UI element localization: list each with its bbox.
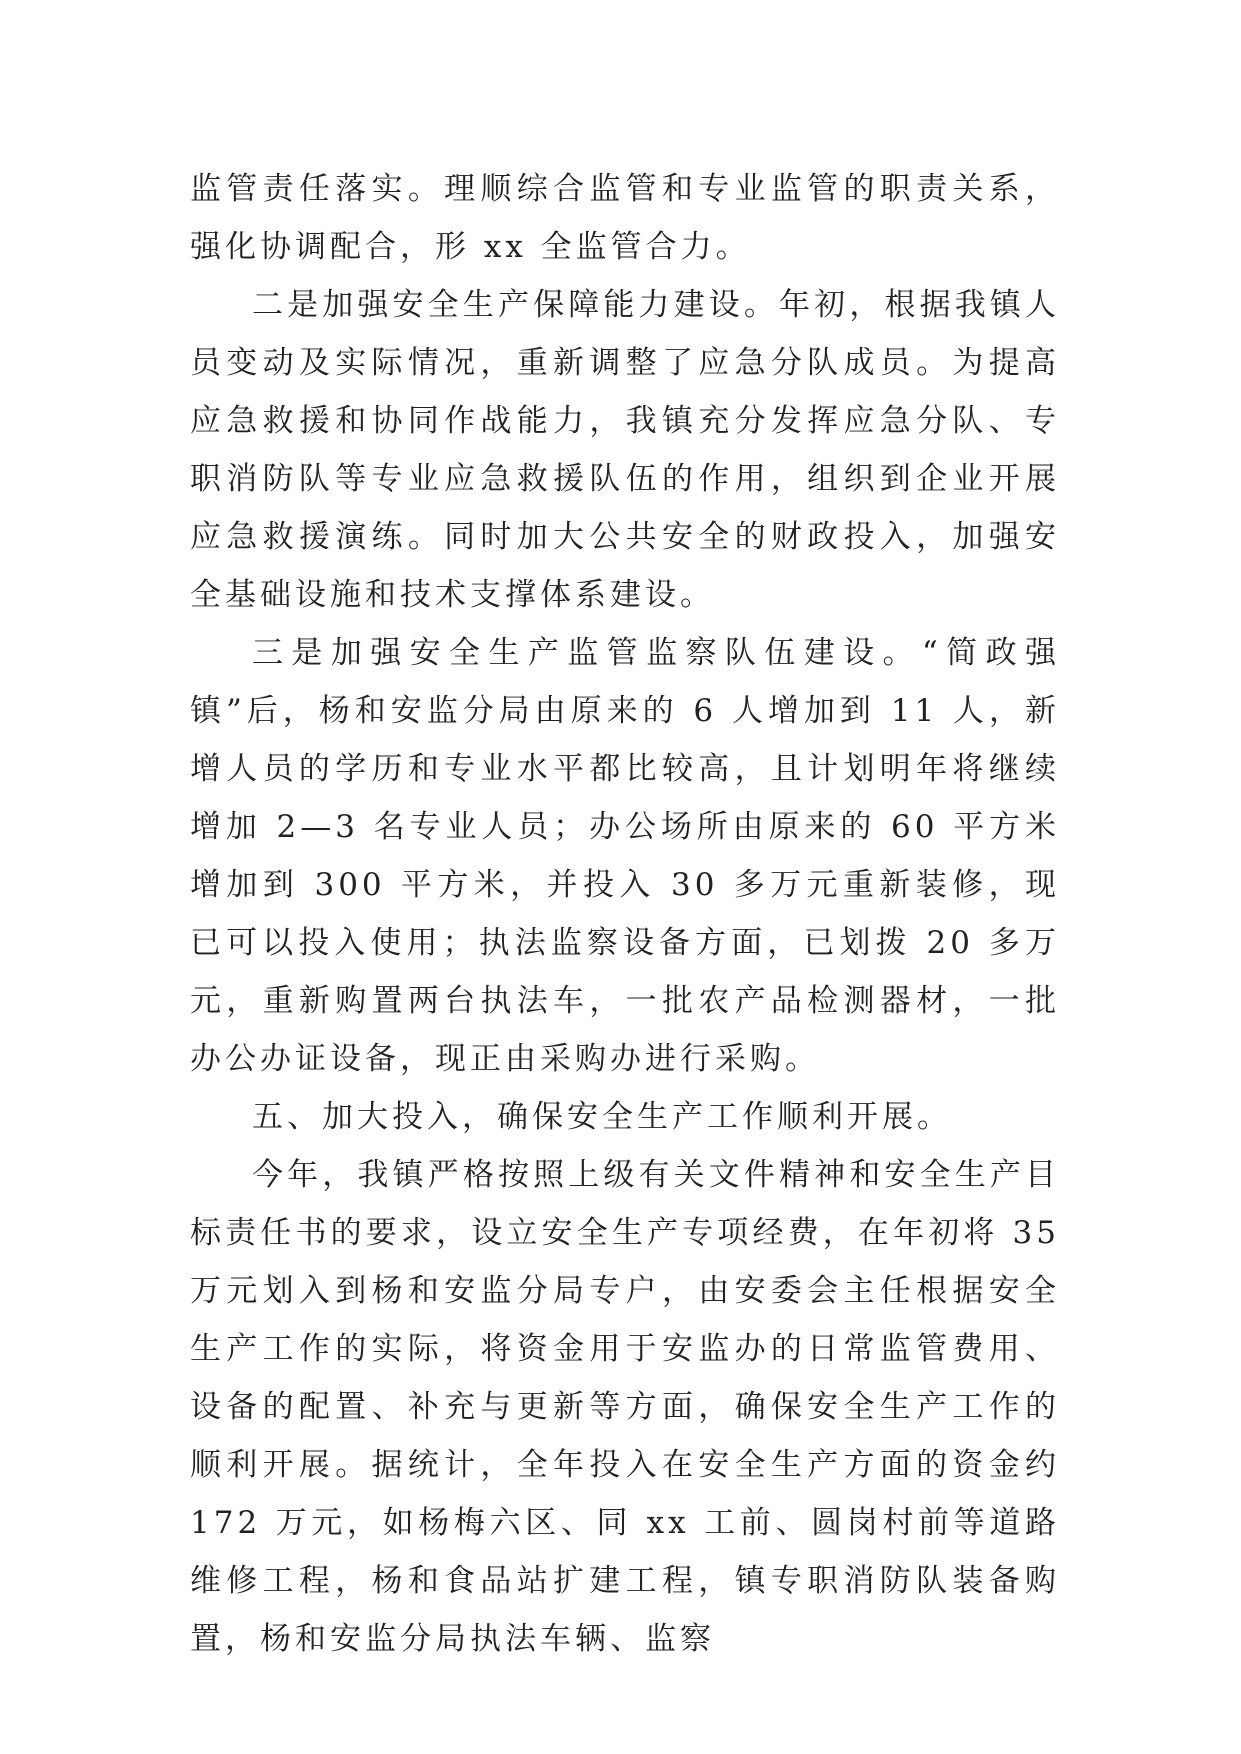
- paragraph-investment-details: 今年，我镇严格按照上级有关文件精神和安全生产目标责任书的要求，设立安全生产专项经费，在年初将 35 万元划入到杨和安监分局专户，由安委会主任根据安全生产工作的实际，将资金用于安监办的日常监管费用、设备的配置、补充与更新等方面，确保安全生产工作的顺利开展。据统计，全年投入在安全生产方面的资金约 172 万元，如杨梅六区、同 xx 工前、圆岗村前等道路维修工程，杨和食品站扩建工程，镇专职消防队装备购置，杨和安监分局执法车辆、监察: [190, 1157, 1060, 1657]
- paragraph-safety-guarantee: 二是加强安全生产保障能力建设。年初，根据我镇人员变动及实际情况，重新调整了应急分队成员。为提高应急救援和协同作战能力，我镇充分发挥应急分队、专职消防队等专业应急救援队伍的作用，组织到企业开展应急救援演练。同时加大公共安全的财政投入，加强安全基础设施和技术支撑体系建设。: [190, 287, 1060, 613]
- section-heading-investment: 五、加大投入，确保安全生产工作顺利开展。: [252, 1099, 952, 1135]
- document-body: [190, 160, 1060, 1668]
- paragraph-continuation: 监管责任落实。理顺综合监管和专业监管的职责关系，强化协调配合，形 xx 全监管合力。: [190, 171, 1060, 265]
- paragraph-supervision-team: 三是加强安全生产监管监察队伍建设。“简政强镇”后，杨和安监分局由原来的 6 人增加到 11 人，新增人员的学历和专业水平都比较高，且计划明年将继续增加 2—3 名专业人员；办公场所由原来的 60 平方米增加到 300 平方米，并投入 30 多万元重新装修，现已可以投入使用；执法监察设备方面，已划拨 20 多万元，重新购置两台执法车，一批农产品检测器材，一批办公办证设备，现正由采购办进行采购。: [190, 635, 1060, 1077]
